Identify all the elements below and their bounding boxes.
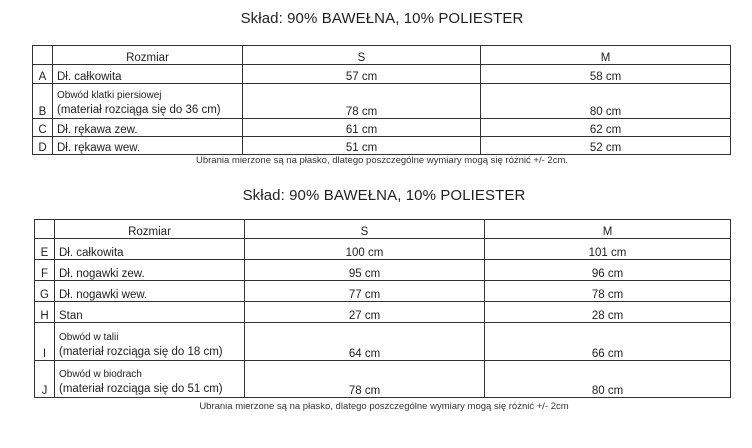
row-value-s: 78 cm (245, 361, 485, 398)
table2-note: Ubrania mierzone są na płasko, dlatego poszczególne wymiary mogą się różnić +/- 2cm (199, 401, 569, 412)
row-value-s: 27 cm (245, 302, 485, 323)
row-value-m: 101 cm (485, 239, 731, 260)
table-row (33, 119, 731, 137)
row-letter: B (33, 84, 53, 119)
row-letter: E (35, 239, 55, 260)
row-label: Dł. nogawki wew. (55, 281, 245, 302)
table-row (35, 323, 731, 361)
row-value-s: 64 cm (245, 323, 485, 361)
row-value-m: 96 cm (485, 260, 731, 281)
table1-note: Ubrania mierzone są na płasko, dlatego poszczególne wymiary mogą się różnić +/- 2cm. (196, 155, 568, 166)
row-value-m: 80 cm (485, 361, 731, 398)
row-label: Obwód w biodrach (59, 369, 142, 380)
row-label-cell (53, 84, 243, 119)
table-row (33, 65, 731, 84)
row-label: Obwód klatki piersiowej (57, 90, 162, 101)
table1-title: Skład: 90% BAWEŁNA, 10% POLIESTER (240, 10, 524, 27)
row-letter: A (33, 65, 53, 84)
row-letter: I (35, 323, 55, 361)
row-value-m: 62 cm (481, 119, 731, 137)
row-label: Dł. rękawa wew. (53, 137, 243, 155)
header-size-label: Rozmiar (53, 46, 243, 65)
header-col-s: S (245, 220, 485, 239)
row-value-m: 28 cm (485, 302, 731, 323)
table2-title: Skład: 90% BAWEŁNA, 10% POLIESTER (242, 187, 526, 204)
row-value-s: 51 cm (243, 137, 481, 155)
row-letter: H (35, 302, 55, 323)
size-table-bottom (34, 219, 731, 398)
row-label: Dł. całkowita (55, 239, 245, 260)
table-header-row (33, 46, 731, 65)
header-col-s: S (243, 46, 481, 65)
header-col-m: M (481, 46, 731, 65)
row-label: Stan (55, 302, 245, 323)
table-row (35, 361, 731, 398)
table-row (35, 260, 731, 281)
table-row (35, 239, 731, 260)
row-letter: J (35, 361, 55, 398)
row-value-s: 77 cm (245, 281, 485, 302)
row-value-s: 61 cm (243, 119, 481, 137)
header-size-label: Rozmiar (55, 220, 245, 239)
table-header-row (35, 220, 731, 239)
row-value-s: 78 cm (243, 84, 481, 119)
row-label: Obwód w talii (59, 332, 119, 343)
row-label-cell (55, 323, 245, 361)
header-letter-cell (35, 220, 55, 239)
row-label: Dł. nogawki zew. (55, 260, 245, 281)
row-letter: D (33, 137, 53, 155)
row-letter: F (35, 260, 55, 281)
header-letter-cell (33, 46, 53, 65)
row-value-s: 57 cm (243, 65, 481, 84)
table-row (35, 302, 731, 323)
row-sublabel: (materiał rozciąga się do 36 cm) (57, 104, 221, 116)
row-sublabel: (materiał rozciąga się do 51 cm) (59, 383, 223, 395)
row-value-m: 66 cm (485, 323, 731, 361)
table-row (35, 281, 731, 302)
row-letter: G (35, 281, 55, 302)
row-value-m: 52 cm (481, 137, 731, 155)
row-sublabel: (materiał rozciąga się do 18 cm) (59, 346, 223, 358)
table-row (33, 137, 731, 155)
row-value-s: 95 cm (245, 260, 485, 281)
row-value-s: 100 cm (245, 239, 485, 260)
table-row (33, 84, 731, 119)
row-value-m: 80 cm (481, 84, 731, 119)
row-value-m: 78 cm (485, 281, 731, 302)
row-letter: C (33, 119, 53, 137)
row-label: Dł. rękawa zew. (53, 119, 243, 137)
header-col-m: M (485, 220, 731, 239)
size-table-top (32, 45, 731, 155)
row-value-m: 58 cm (481, 65, 731, 84)
row-label: Dł. całkowita (53, 65, 243, 84)
row-label-cell (55, 361, 245, 398)
